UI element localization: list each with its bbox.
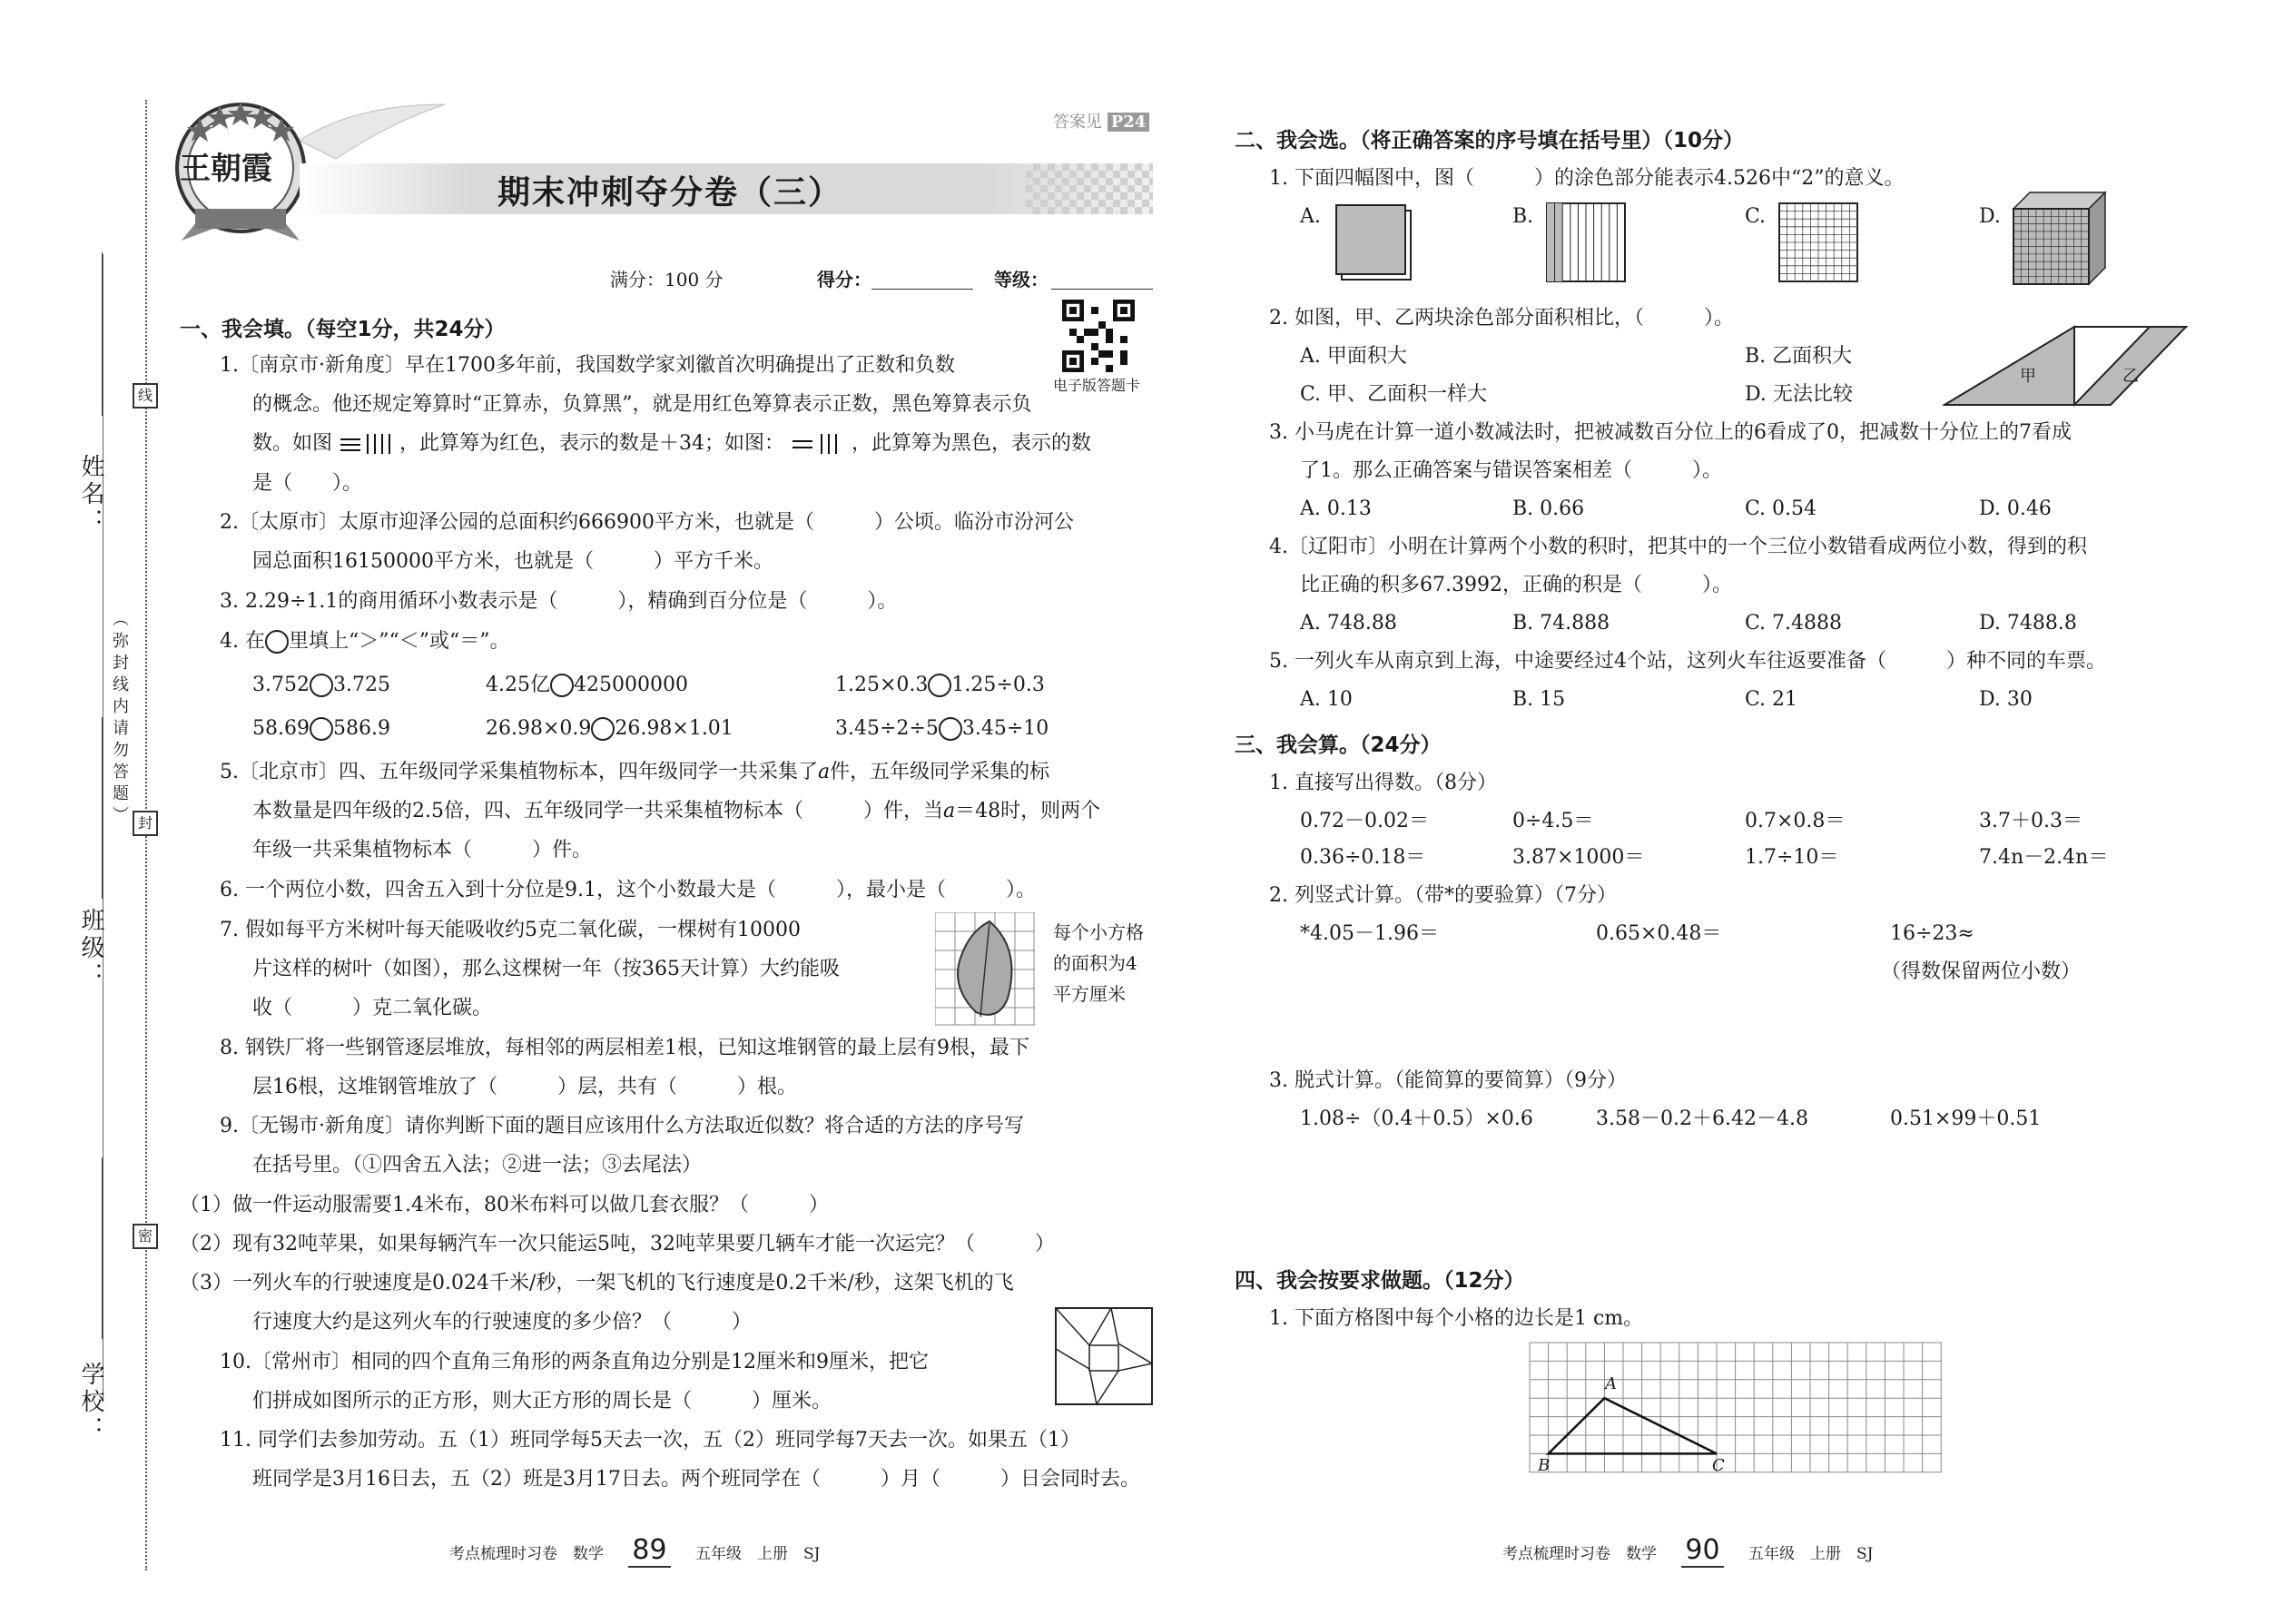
s2-q4-opt-c[interactable]: C. 7.4888 xyxy=(1745,612,1843,635)
school-label: 学校： xyxy=(77,1362,104,1443)
name-field[interactable] xyxy=(102,252,103,416)
q5-line1: 5.〔北京市〕四、五年级同学采集植物标本，四年级同学一共采集了a件，五年级同学采集的标 xyxy=(220,761,1050,783)
option-c-figure xyxy=(1777,202,1859,283)
q9-sub1: （1）做一件运动服需要1.4米布，80米布料可以做几套衣服？（ ） xyxy=(180,1194,829,1216)
school-field[interactable] xyxy=(102,1157,103,1339)
s2-q5-opt-d[interactable]: D. 30 xyxy=(1979,688,2033,711)
q1-line4: 是（ ）。 xyxy=(252,472,363,495)
option-a-figure xyxy=(1333,202,1414,283)
s4-q1: 1. 下面方格图中每个小格的边长是1 cm。 xyxy=(1269,1307,1644,1330)
q7-note1: 每个小方格 xyxy=(1053,921,1144,943)
q5-line3: 年级一共采集植物标本（ ）件。 xyxy=(252,839,593,861)
s3-q2-item1[interactable]: *4.05－1.96＝ xyxy=(1300,922,1439,945)
s2-q4-line1: 4.〔辽阳市〕小明在计算两个小数的积时，把其中的一个三位小数错看成两位小数，得到的积 xyxy=(1269,536,2087,558)
s3-q1-r1-c3[interactable]: 0.7×0.8＝ xyxy=(1745,810,1846,832)
section-1-title: 一、我会填。（每空1分，共24分） xyxy=(180,318,506,341)
s2-q2-opt-a[interactable]: A. 甲面积大 xyxy=(1300,345,1407,368)
q7-line2: 片这样的树叶（如图），那么这棵树一年（按365天计算）大约能吸 xyxy=(252,958,840,980)
q1-line1: 1.〔南京市·新角度〕早在1700多年前，我国数学家刘徽首次明确提出了正数和负数 xyxy=(220,354,955,377)
page-title: 期末冲刺夺分卷（三） xyxy=(497,174,843,212)
s2-q5-opt-a[interactable]: A. 10 xyxy=(1300,688,1353,711)
counting-rods-red xyxy=(339,432,393,456)
s2-q4-opt-d[interactable]: D. 7488.8 xyxy=(1979,612,2077,635)
s2-q2: 2. 如图，甲、乙两块涂色部分面积相比，（ ）。 xyxy=(1269,307,1734,330)
q7-line1: 7. 假如每平方米树叶每天能吸收约5克二氧化碳，一棵树有10000 xyxy=(220,919,801,941)
logo-text: 王朝霞 xyxy=(180,151,272,187)
s3-q1-r2-c3[interactable]: 1.7÷10＝ xyxy=(1745,846,1839,869)
s2-q3-opt-d[interactable]: D. 0.46 xyxy=(1979,497,2052,520)
s2-q3-opt-b[interactable]: B. 0.66 xyxy=(1512,497,1585,520)
answer-page-tag: P24 xyxy=(1108,113,1150,132)
q2-line2: 园总面积16150000平方米，也就是（ ）平方千米。 xyxy=(252,550,773,573)
q1-line3: 数。如图 ，此算筹为红色，表示的数是＋34；如图： ，此算筹为黑色，表示的数 xyxy=(252,432,1092,455)
s2-q1: 1. 下面四幅图中，图（ ）的涂色部分能表示4.526中“2”的意义。 xyxy=(1269,167,1905,190)
name-label: 姓名： xyxy=(77,454,104,536)
cut-mark-xian: 线 xyxy=(133,383,158,408)
option-d-figure xyxy=(2012,191,2107,286)
ribbon-decoration xyxy=(300,86,454,168)
q8-line1: 8. 钢铁厂将一些钢管逐层堆放，每相邻的两层相差1根，已知这堆钢管的最上层有9根，最下 xyxy=(220,1037,1029,1059)
s2-q2-opt-c[interactable]: C. 甲、乙面积一样大 xyxy=(1300,383,1488,406)
point-a-label: A xyxy=(1605,1374,1617,1393)
counting-rods-black xyxy=(791,432,845,456)
q6: 6. 一个两位小数，四舍五入到十分位是9.1，这个小数最大是（ ），最小是（ ）。 xyxy=(220,879,1036,901)
s3-q1: 1. 直接写出得数。（8分） xyxy=(1269,772,1497,794)
option-b-figure xyxy=(1545,202,1627,283)
q9-sub3-line2: 行速度大约是这列火车的行驶速度的多少倍？（ ） xyxy=(252,1311,753,1334)
binding-notice: （弥封线内请勿答题） xyxy=(110,610,129,828)
footer-right: 考点梳理时习卷 数学 90 五年级 上册 SJ xyxy=(1502,1534,1874,1566)
s2-q1-opt-b[interactable]: B. xyxy=(1512,205,1534,228)
q11-line1: 11. 同学们去参加劳动。五（1）班同学每5天去一次，五（2）班同学每7天去一次。如果五（1） xyxy=(220,1429,1080,1452)
q7-note3: 平方厘米 xyxy=(1053,983,1126,1005)
section-2-title: 二、我会选。（将正确答案的序号填在括号里）（10分） xyxy=(1235,129,1745,153)
q4-instruction: 4. 在 里填上“＞”“＜”或“＝”。 xyxy=(220,630,510,653)
q4-row1-item2[interactable]: 4.25亿 425000000 xyxy=(486,674,688,696)
s3-q3-item2[interactable]: 3.58－0.2＋6.42－4.8 xyxy=(1596,1107,1808,1130)
title-checker xyxy=(1026,163,1153,214)
q7-line3: 收（ ）克二氧化碳。 xyxy=(252,997,493,1019)
parallelogram-figure xyxy=(1943,325,2188,408)
s3-q2: 2. 列竖式计算。（带*的要验算）（7分） xyxy=(1269,884,1617,907)
s3-q1-r1-c2[interactable]: 0÷4.5＝ xyxy=(1512,810,1594,832)
s2-q5-opt-b[interactable]: B. 15 xyxy=(1512,688,1566,711)
point-c-label: C xyxy=(1712,1456,1725,1475)
grade-label: 等级： xyxy=(994,269,1049,290)
s2-q2-opt-d[interactable]: D. 无法比较 xyxy=(1745,383,1853,406)
q2-line1: 2.〔太原市〕太原市迎泽公园的总面积约666900平方米，也就是（ ）公顷。临汾市汾河公 xyxy=(220,511,1074,534)
q4-row1-item1[interactable]: 3.752 3.725 xyxy=(252,674,390,696)
q9-line1: 9.〔无锡市·新角度〕请你判断下面的题目应该用什么方法取近似数？将合适的方法的序号写 xyxy=(220,1115,1024,1137)
q11-line2: 班同学是3月16日去，五（2）班是3月17日去。两个班同学在（ ）月（ ）日会同时去。 xyxy=(252,1468,1140,1491)
s3-q3-item3[interactable]: 0.51×99＋0.51 xyxy=(1890,1107,2042,1130)
s3-q3-item1[interactable]: 1.08÷（0.4＋0.5）×0.6 xyxy=(1300,1107,1533,1130)
square-triangles-figure xyxy=(1055,1307,1153,1405)
class-field[interactable] xyxy=(102,717,103,899)
triangle-grid-figure[interactable] xyxy=(1529,1342,1946,1476)
s2-q1-opt-a[interactable]: A. xyxy=(1300,205,1321,228)
q4-row1-item3[interactable]: 1.25×0.3 1.25÷0.3 xyxy=(835,674,1045,696)
s3-q3: 3. 脱式计算。（能简算的要简算）（9分） xyxy=(1269,1069,1627,1092)
q4-row2-item2[interactable]: 26.98×0.9 26.98×1.01 xyxy=(486,717,733,740)
s3-q1-r1-c4[interactable]: 3.7＋0.3＝ xyxy=(1979,810,2082,832)
q9-line2: 在括号里。（①四舍五入法；②进一法；③去尾法） xyxy=(252,1154,703,1176)
q4-row2-item1[interactable]: 58.69 586.9 xyxy=(252,717,390,740)
section-4-title: 四、我会按要求做题。（12分） xyxy=(1235,1269,1525,1293)
cut-mark-mi: 密 xyxy=(133,1224,158,1249)
grade-field[interactable] xyxy=(1051,289,1153,290)
s2-q1-opt-c[interactable]: C. xyxy=(1745,205,1767,228)
s2-q5: 5. 一列火车从南京到上海，中途要经过4个站，这列火车往返要准备（ ）种不同的车票。 xyxy=(1269,650,2106,673)
score-label: 得分： xyxy=(817,269,871,290)
section-3-title: 三、我会算。（24分） xyxy=(1235,733,1442,757)
s2-q4-opt-a[interactable]: A. 748.88 xyxy=(1300,612,1397,635)
s3-q2-item2[interactable]: 0.65×0.48＝ xyxy=(1596,922,1722,945)
s3-q1-r2-c4[interactable]: 7.4n－2.4n＝ xyxy=(1979,846,2109,869)
s3-q1-r2-c1[interactable]: 0.36÷0.18＝ xyxy=(1300,846,1426,869)
leaf-grid-figure xyxy=(935,912,1035,1026)
cut-mark-feng: 封 xyxy=(133,811,158,836)
score-field[interactable] xyxy=(871,289,973,290)
q9-sub3-line1: （3）一列火车的行驶速度是0.024千米/秒，一架飞机的飞行速度是0.2千米/秒，这架飞机的飞 xyxy=(180,1272,1014,1294)
s3-q2-item3[interactable]: 16÷23≈ xyxy=(1890,922,1974,945)
full-score: 满分：100 分 xyxy=(610,269,724,290)
q10-line1: 10.〔常州市〕相同的四个直角三角形的两条直角边分别是12厘米和9厘米，把它 xyxy=(220,1351,929,1373)
qr-code[interactable] xyxy=(1062,300,1135,372)
s3-q2-note: （得数保留两位小数） xyxy=(1881,960,2082,983)
point-b-label: B xyxy=(1538,1456,1551,1475)
q5-line2: 本数量是四年级的2.5倍，四、五年级同学一共采集植物标本（ ）件，当a＝48时，则两个 xyxy=(252,800,1101,822)
jia-label: 甲 xyxy=(2020,367,2036,386)
q10-line2: 们拼成如图所示的正方形，则大正方形的周长是（ ）厘米。 xyxy=(252,1390,832,1412)
class-label: 班级： xyxy=(77,908,104,989)
s3-q1-r1-c1[interactable]: 0.72－0.02＝ xyxy=(1300,810,1429,832)
q9-sub2: （2）现有32吨苹果，如果每辆汽车一次只能运5吨，32吨苹果要几辆车才能一次运完？（ ） xyxy=(180,1233,1055,1255)
s2-q3-line1: 3. 小马虎在计算一道小数减法时，把被减数百分位上的6看成了0，把减数十分位上的7看成 xyxy=(1269,421,2072,444)
s2-q3-opt-c[interactable]: C. 0.54 xyxy=(1745,497,1817,520)
q8-line2: 层16根，这堆钢管堆放了（ ）层，共有（ ）根。 xyxy=(252,1076,797,1098)
q7-note2: 的面积为4 xyxy=(1053,952,1137,974)
s2-q5-opt-c[interactable]: C. 21 xyxy=(1745,688,1798,711)
s3-q1-r2-c2[interactable]: 3.87×1000＝ xyxy=(1512,846,1645,869)
answer-ref: 答案见 P24 xyxy=(1053,109,1149,133)
q3: 3. 2.29÷1.1的商用循环小数表示是（ ），精确到百分位是（ ）。 xyxy=(220,590,898,613)
footer-left: 考点梳理时习卷 数学 89 五年级 上册 SJ xyxy=(449,1534,821,1566)
q1-line2: 的概念。他还规定筹算时“正算赤，负算黑”，就是用红色筹算表示正数，黑色筹算表示负 xyxy=(252,393,1032,416)
qr-caption: 电子版答题卡 xyxy=(1053,377,1141,394)
yi-label: 乙 xyxy=(2122,367,2139,386)
s2-q3-line2: 了1。那么正确答案与错误答案相差（ ）。 xyxy=(1300,459,1722,482)
s2-q3-opt-a[interactable]: A. 0.13 xyxy=(1300,497,1372,520)
s2-q4-line2: 比正确的积多67.3992，正确的积是（ ）。 xyxy=(1300,574,1732,596)
q4-row2-item3[interactable]: 3.45÷2÷5 3.45÷10 xyxy=(835,717,1049,740)
s2-q4-opt-b[interactable]: B. 74.888 xyxy=(1512,612,1610,635)
s2-q1-opt-d[interactable]: D. xyxy=(1979,205,2001,228)
compare-circle-icon xyxy=(265,630,289,654)
s2-q2-opt-b[interactable]: B. 乙面积大 xyxy=(1745,345,1853,368)
page-number-right: 90 xyxy=(1681,1534,1723,1568)
page-number-left: 89 xyxy=(628,1534,670,1568)
